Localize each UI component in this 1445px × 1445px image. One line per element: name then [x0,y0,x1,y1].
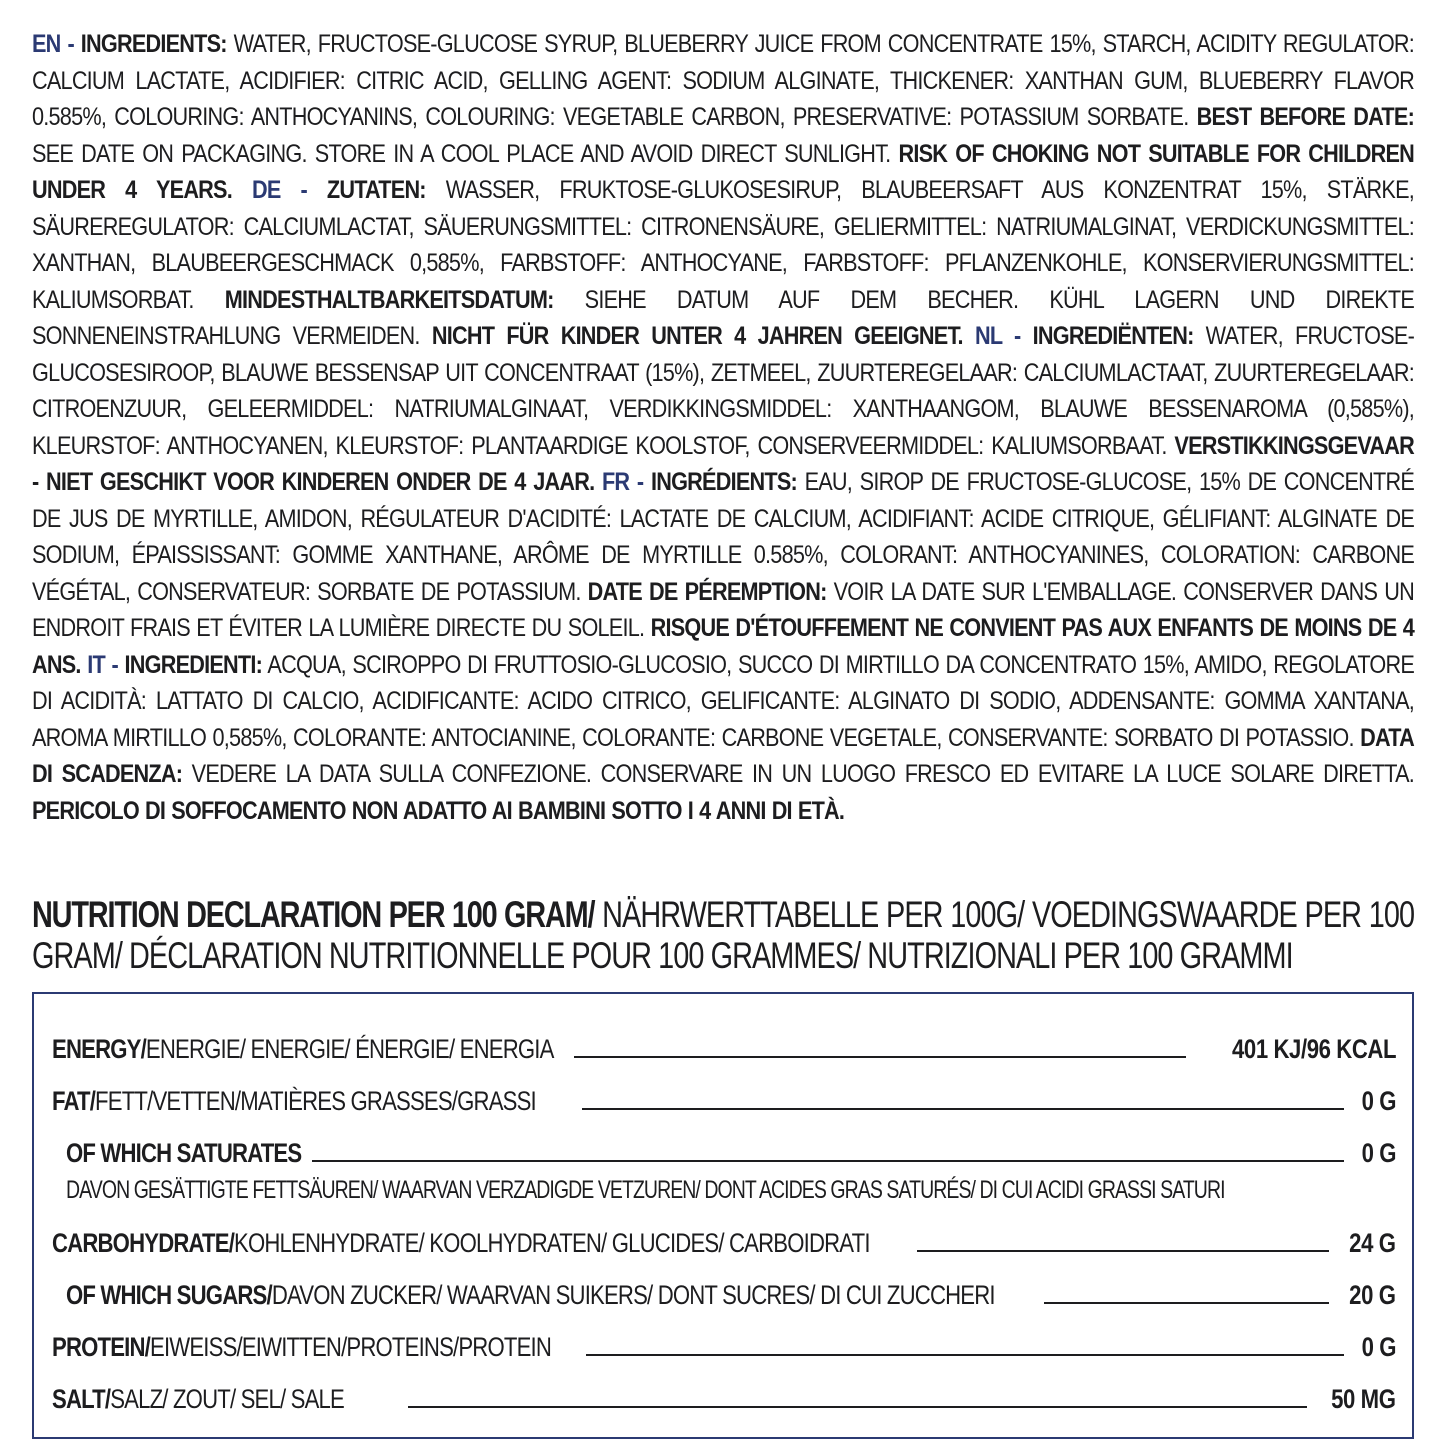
protein-label: PROTEIN/ [52,1332,151,1362]
carbohydrate-translations: KOHLENHYDRATE/ KOOLHYDRATEN/ GLUCIDES/ CARBOIDRATI [234,1228,870,1258]
ingredients-list-nl: WATER, FRUCTOSE-GLUCOSESIROOP, BLAUWE BESSENSAP UIT CONCENTRAAT (15%), ZETMEEL, ZUURTEREGELAAR: CALCIUMLACTAAT, ZUURTEREGELAAR: CITROENZUUR, GELEERMIDDEL: NATRIUMALGINAAT, VERDIKKINGSMIDDEL: XANTHAANGOM, BLAUWE BESSENAROMA (0,585%), KLEURSTOF: ANTHOCYANEN, KLEURSTOF: PLANTAARDIGE KOOLSTOF, CONSERVEERMIDDEL: KALIUMSORBAAT. [32,322,1415,460]
leader-line [1044,1302,1329,1304]
ingredients-block [32,26,1414,829]
bbd-title-fr: DATE DE PÉREMPTION: [587,577,827,606]
energy-label: ENERGY/ [52,1034,146,1064]
lang-code-fr: FR - [601,468,644,496]
warning-en: RISK OF CHOKING NOT SUITABLE FOR CHILDREN UNDER 4 YEARS. [32,139,1415,204]
nutrition-title-bold: NUTRITION DECLARATION PER 100 GRAM/ [32,894,595,935]
nutrition-row-carbohydrate [52,1228,1396,1259]
bbd-text-it: VEDERE LA DATA SULLA CONFEZIONE. CONSERVARE IN UN LUOGO FRESCO ED EVITARE LA LUCE SOLARE DIRETTA. [191,760,1415,788]
bbd-text-en: SEE DATE ON PACKAGING. STORE IN A COOL PLACE AND AVOID DIRECT SUNLIGHT. [32,139,891,168]
ingredients-list-de: WASSER, FRUKTOSE-GLUKOSESIRUP, BLAUBEERSAFT AUS KONZENTRAT 15%, STÄRKE, SÄUREREGULATOR: CALCIUMLACTAT, SÄUERUNGSMITTEL: CITRONENSÄURE, GELIERMITTEL: NATRIUMALGINAT, VERDICKUNGSMITTEL: XANTHAN, BLAUBEERGESCHMACK 0,585%, FARBSTOFF: ANTHOCYANE, FARBSTOFF: PFLANZENKOHLE, KONSERVIERUNGSMITTEL: KALIUMSORBAT. [32,176,1415,314]
carbohydrate-label: CARBOHYDRATE/ [52,1228,235,1258]
ingredients-list-en: WATER, FRUCTOSE-GLUCOSE SYRUP, BLUEBERRY JUICE FROM CONCENTRATE 15%, STARCH, ACIDITY REGULATOR: CALCIUM LACTATE, ACIDIFIER: CITRIC ACID, GELLING AGENT: SODIUM ALGINATE, THICKENER: XANTHAN GUM, BLUEBERRY FLAVOR 0.585%, COLOURING: ANTHOCYANINS, COLOURING: VEGETABLE CARBON, PRESERVATIVE: POTASSIUM SORBATE. [32,30,1415,131]
fat-translations: FETT/VETTEN/MATIÈRES GRASSES/GRASSI [95,1086,536,1116]
protein-translations: EIWEISS/EIWITTEN/PROTEINS/PROTEIN [150,1332,552,1362]
salt-translations: SALZ/ ZOUT/ SEL/ SALE [110,1384,345,1414]
lang-code-de: DE - [251,176,307,204]
bbd-title-de: MINDESTHALTBARKEITSDATUM: [224,285,554,314]
nutrition-table [32,992,1414,1439]
sugars-value: 20 G [1349,1280,1396,1310]
warning-it: PERICOLO DI SOFFOCAMENTO NON ADATTO AI BAMBINI SOTTO I 4 ANNI DI ETÀ. [32,796,845,825]
nutrition-row-energy [52,1034,1396,1065]
bbd-title-en: BEST BEFORE DATE: [1196,103,1415,131]
ingredients-title-nl: INGREDIËNTEN: [1032,322,1194,350]
leader-line [312,1160,1344,1162]
nutrition-title-rest: NÄHRWERTTABELLE PER 100G/ VOEDINGSWAARDE PER 100 GRAM/ DÉCLARATION NUTRITIONNELLE POUR 100 GRAMMES/ NUTRIZIONALI PER 100 GRAMMI [32,894,1415,976]
lang-code-nl: NL - [974,322,1021,350]
ingredients-list-it: ACQUA, SCIROPPO DI FRUTTOSIO-GLUCOSIO, SUCCO DI MIRTILLO DA CONCENTRATO 15%, AMIDO, REGOLATORE DI ACIDITÀ: LATTATO DI CALCIO, ACIDIFICANTE: ACIDO CITRICO, GELIFICANTE: ALGINATO DI SODIO, ADDENSANTE: GOMMA XANTANA, AROMA MIRTILLO 0,585%, COLORANTE: ANTOCIANINE, COLORANTE: CARBONE VEGETALE, CONSERVANTE: SORBATO DI POTASSIO. [32,650,1415,752]
nutrition-row-fat [52,1086,1396,1117]
energy-value: 401 KJ/96 KCAL [1231,1034,1396,1064]
sugars-translations: DAVON ZUCKER/ WAARVAN SUIKERS/ DONT SUCRES/ DI CUI ZUCCHERI [271,1280,995,1310]
fat-value: 0 G [1361,1086,1396,1116]
leader-line [917,1250,1329,1252]
lang-code-it: IT - [87,650,118,679]
saturates-value: 0 G [1361,1138,1396,1168]
ingredients-title-de: ZUTATEN: [326,176,426,204]
label-page [32,26,1415,1414]
ingredients-title-it: INGREDIENTI: [124,650,263,679]
energy-translations: ENERGIE/ ENERGIE/ ÉNERGIE/ ENERGIA [145,1034,554,1064]
leader-line [408,1406,1307,1408]
leader-line [586,1354,1344,1356]
ingredients-list-fr: EAU, SIROP DE FRUCTOSE-GLUCOSE, 15% DE CONCENTRÉ DE JUS DE MYRTILLE, AMIDON, RÉGULATEUR D'ACIDITÉ: LACTATE DE CALCIUM, ACIDIFIANT: ACIDE CITRIQUE, GÉLIFIANT: ALGINATE DE SODIUM, ÉPAISSISSANT: GOMME XANTHANE, ARÔME DE MYRTILLE 0.585%, COLORANT: ANTHOCYANINES, COLORATION: CARBONE VÉGÉTAL, CONSERVATEUR: SORBATE DE POTASSIUM. [32,468,1415,606]
salt-value: 50 MG [1331,1384,1396,1414]
saturates-label: OF WHICH SATURATES [66,1138,302,1168]
leader-line [582,1108,1344,1110]
ingredients-title-fr: INGRÉDIENTS: [650,468,797,496]
ingredients-title-en: INGREDIENTS: [80,30,227,58]
lang-code-en: EN - [32,30,74,58]
bbd-text-fr: VOIR LA DATE SUR L'EMBALLAGE. CONSERVER DANS UN ENDROIT FRAIS ET ÉVITER LA LUMIÈRE DIRECTE DU SOLEIL. [32,577,1415,642]
bbd-title-it: DATA DI SCADENZA: [32,723,1415,788]
nutrition-row-saturates [66,1138,1396,1169]
carbohydrate-value: 24 G [1349,1228,1396,1258]
nutrition-row-sugars [66,1280,1396,1311]
protein-value: 0 G [1361,1332,1396,1362]
nutrition-row-protein [52,1332,1396,1363]
warning-de: NICHT FÜR KINDER UNTER 4 JAHREN GEEIGNET. [431,322,963,350]
fat-label: FAT/ [52,1086,96,1116]
bbd-text-de: SIEHE DATUM AUF DEM BECHER. KÜHL LAGERN UND DIREKTE SONNENEINSTRAHLUNG VERMEIDEN. [32,285,1415,350]
leader-line [574,1056,1186,1058]
salt-label: SALT/ [52,1384,111,1414]
nutrition-heading [32,894,1414,976]
warning-nl: VERSTIKKINGSGEVAAR - NIET GESCHIKT VOOR KINDEREN ONDER DE 4 JAAR. [32,431,1415,496]
sugars-label: OF WHICH SUGARS/ [66,1280,272,1310]
nutrition-row-salt [52,1384,1396,1415]
warning-fr: RISQUE D'ÉTOUFFEMENT NE CONVIENT PAS AUX ENFANTS DE MOINS DE 4 ANS. [32,614,1415,679]
saturates-translations: DAVON GESÄTTIGTE FETTSÄUREN/ WAARVAN VERZADIGDE VETZUREN/ DONT ACIDES GRAS SATURÉS/ DI CUI ACIDI GRASSI SATURI [66,1176,1225,1204]
